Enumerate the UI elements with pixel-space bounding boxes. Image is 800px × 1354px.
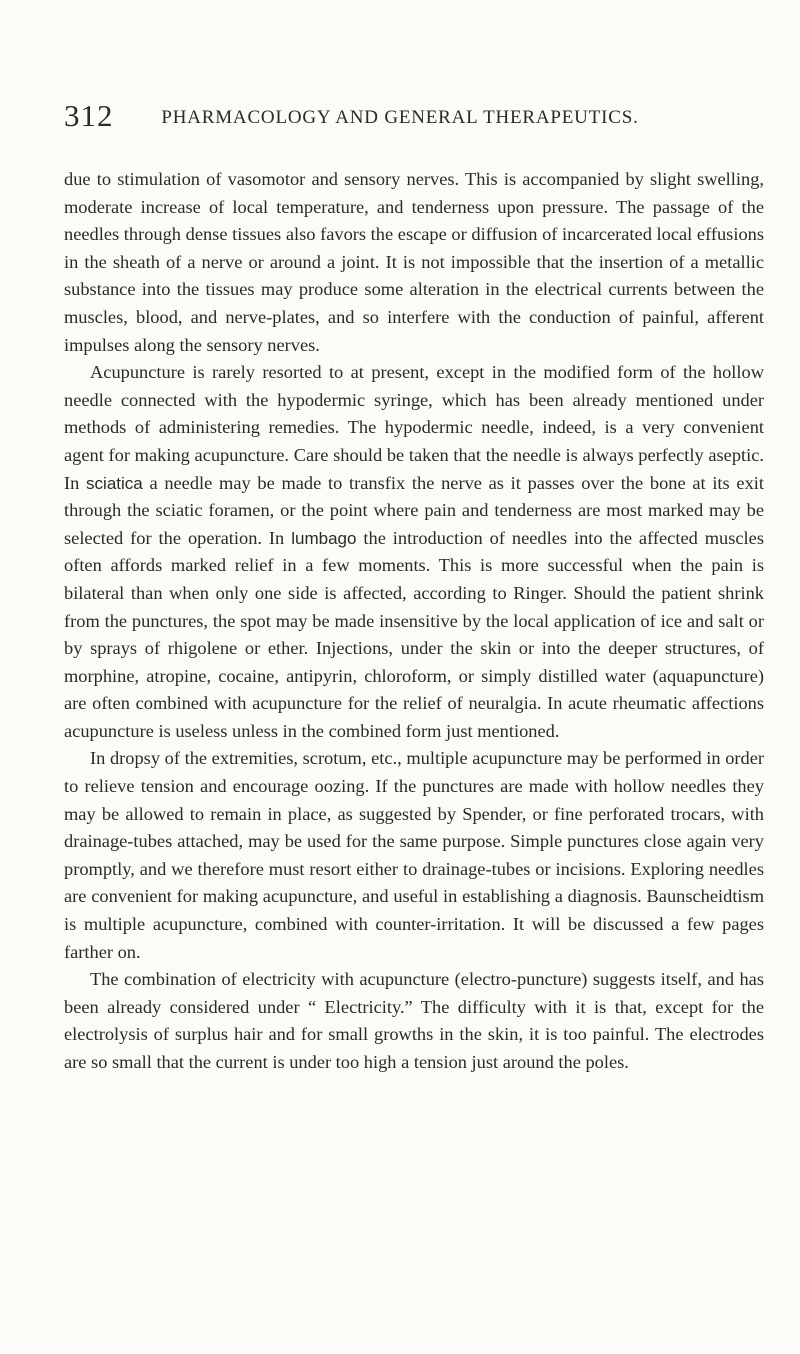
body-text: [64, 166, 764, 1077]
term-lumbago: lumbago: [291, 528, 357, 548]
paragraph-text-segment: a needle may be made to transfix the nerve as it passes over the bone at its exit through the sciatic foramen, or the point where pain and tenderness are most marked may be selected for the operation. In: [64, 472, 764, 548]
paragraph-mechanism: due to stimulation of vasomotor and sensory nerves. This is accompanied by slight swelling, moderate increase of local temperature, and tenderness upon pressure. The passage of the needles through dense tissues also favors the escape or diffusion of incarcerated local effusions in the sheath of a nerve or around a joint. It is not impossible that the insertion of a metallic substance into the tissues may produce some alteration in the electrical currents between the muscles, blood, and nerve-plates, and so interfere with the conduction of painful, afferent impulses along the sensory nerves.: [64, 169, 764, 355]
paragraph-text-segment: Acupuncture is rarely resorted to at present, except in the modified form of the hollow needle connected with the hypodermic syringe, which has been already mentioned under methods of administering remedies. The hypodermic needle, indeed, is a very convenient agent for making acupuncture. Care should be taken that the needle is always perfectly aseptic. In: [64, 362, 764, 493]
paragraph-dropsy: In dropsy of the extremities, scrotum, etc., multiple acupuncture may be performed in order to relieve tension and encourage oozing. If the punctures are made with hollow needles they may be allowed to remain in place, as suggested by Spender, or fine perforated trocars, with drainage-tubes attached, may be used for the same purpose. Simple punctures close again very promptly, and we therefore must resort either to drainage-tubes or incisions. Exploring needles are convenient for making acupuncture, and useful in establishing a diagnosis. Baunscheidtism is multiple acupuncture, combined with counter-irritation. It will be discussed a few pages farther on.: [64, 748, 764, 962]
page-header: [0, 98, 800, 138]
running-title: PHARMACOLOGY AND GENERAL THERAPEUTICS.: [161, 107, 639, 128]
page-number: 312: [64, 98, 114, 133]
paragraph-acupuncture-uses: [64, 359, 764, 745]
term-sciatica: sciatica: [86, 473, 143, 493]
paragraph-text-segment: the introduction of needles into the affected muscles often affords marked relief in a few moments. This is more successful when the pain is bilateral than when only one side is affected, according to Ringer. Should the patient shrink from the punctures, the spot may be made insensitive by the local application of ice and salt or by sprays of rhigolene or ether. Injections, under the skin or into the deeper structures, of morphine, atropine, cocaine, antipyrin, chloroform, or simply distilled water (aquapuncture) are often combined with acupuncture for the relief of neuralgia. In acute rheumatic affections acupuncture is useless unless in the combined form just mentioned.: [64, 527, 764, 741]
paragraph-electro-puncture: The combination of electricity with acupuncture (electro-puncture) suggests itself, and has been already considered under “ Electricity.” The difficulty with it is that, except for the electrolysis of surplus hair and for small growths in the skin, it is too painful. The electrodes are so small that the current is under too high a tension just around the poles.: [64, 969, 764, 1072]
